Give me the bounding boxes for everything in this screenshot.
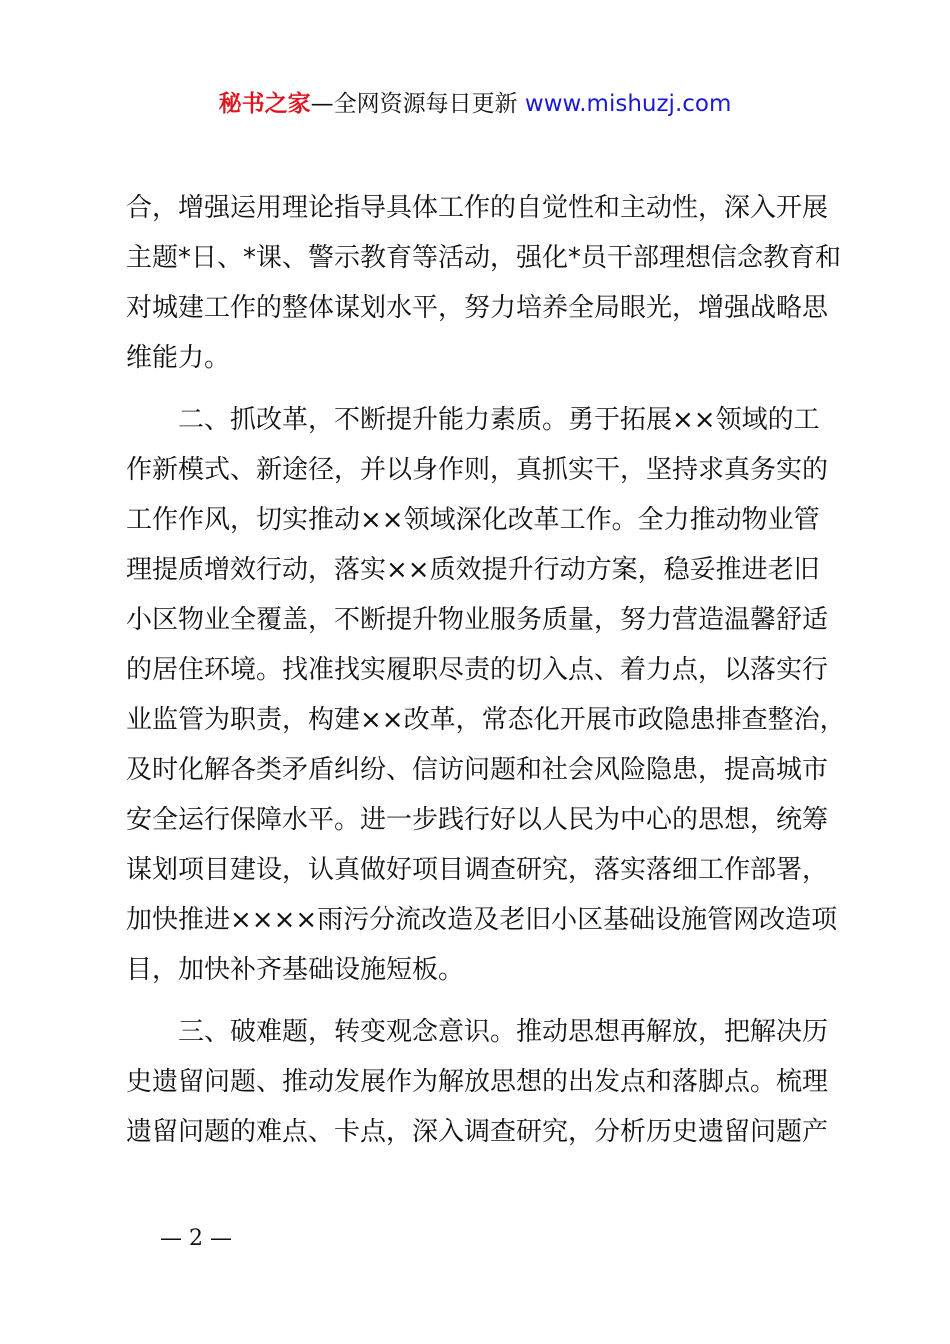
text-line: 三、破难题，转变观念意识。推动思想再解放，把解决历 [178,1017,829,1047]
paragraph-3 [126,1007,846,1157]
paragraph-2 [126,395,846,995]
page-number: — 2 — [160,1226,232,1251]
text-line: 主题*日、*课、警示教育等活动，强化*员干部理想信念教育和 [126,243,842,273]
site-url-link[interactable]: www.mishuzj.com [524,91,732,117]
text-line: 的居住环境。找准找实履职尽责的切入点、着力点，以落实行 [126,655,829,685]
text-line: 业监管为职责，构建××改革，常态化开展市政隐患排查整治， [126,705,846,735]
text-line: 及时化解各类矛盾纠纷、信访问题和社会风险隐患，提高城市 [126,755,829,785]
text-line: 史遗留问题、推动发展作为解放思想的出发点和落脚点。梳理 [126,1067,829,1097]
text-line: 工作作风，切实推动××领域深化改革工作。全力推动物业管 [126,505,820,535]
text-line: 作新模式、新途径，并以身作则，真抓实干，坚持求真务实的 [126,455,829,485]
site-brand: 秘书之家 [218,91,311,117]
text-line: 安全运行保障水平。进一步践行好以人民为中心的思想，统筹 [126,805,829,835]
site-tagline: —全网资源每日更新 [310,91,518,117]
text-line: 对城建工作的整体谋划水平，努力培养全局眼光，增强战略思 [126,293,829,323]
text-line: 合，增强运用理论指导具体工作的自觉性和主动性，深入开展 [126,193,829,223]
text-line: 维能力。 [126,343,231,373]
text-line: 二、抓改革，不断提升能力素质。勇于拓展××领域的工 [178,405,820,435]
text-line: 谋划项目建设，认真做好项目调查研究，落实落细工作部署， [126,855,829,885]
site-header [0,86,950,122]
document-body [126,183,846,1157]
text-line: 遗留问题的难点、卡点，深入调查研究，分析历史遗留问题产 [126,1117,829,1147]
paragraph-1 [126,183,846,383]
text-line: 理提质增效行动，落实××质效提升行动方案，稳妥推进老旧 [126,555,820,585]
text-line: 加快推进××××雨污分流改造及老旧小区基础设施管网改造项 [126,905,838,935]
text-line: 目，加快补齐基础设施短板。 [126,955,465,985]
text-line: 小区物业全覆盖，不断提升物业服务质量，努力营造温馨舒适 [126,605,829,635]
